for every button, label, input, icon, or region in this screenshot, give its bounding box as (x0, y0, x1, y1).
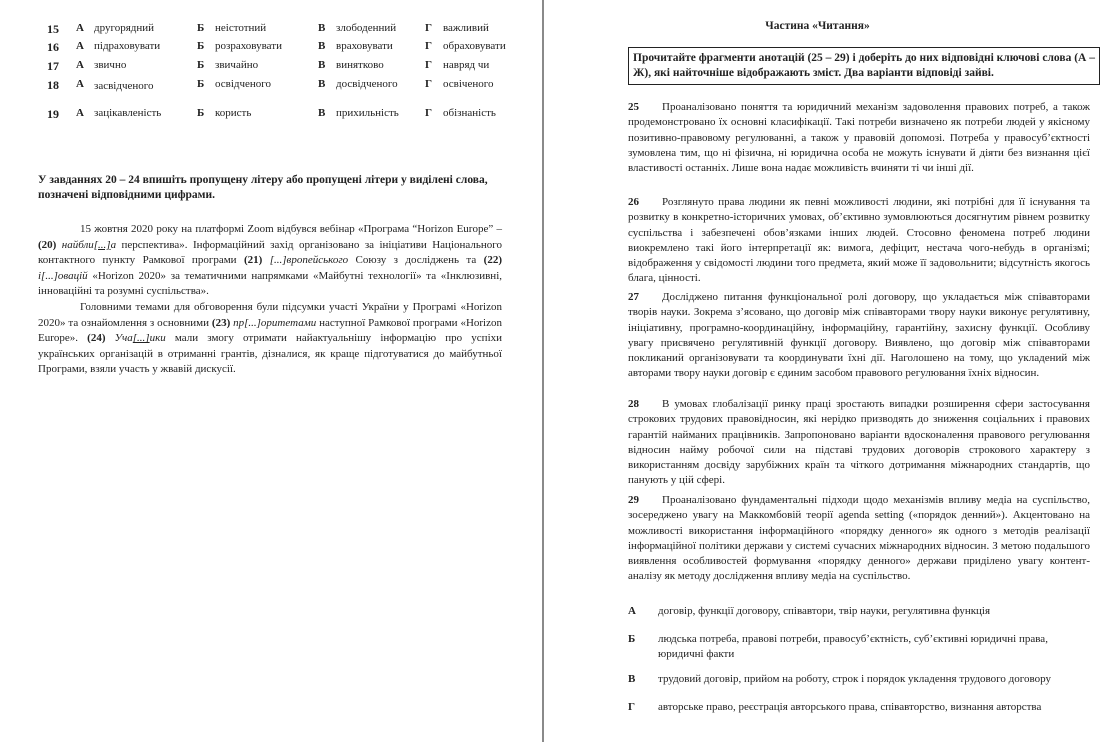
keyword-option-v: В трудовий договір, прийом на роботу, строк і порядок укладення трудового договору (628, 673, 1051, 685)
choice-b: Б неістотний (197, 22, 267, 34)
annotation-29: 29 Проаналізовано фундаментальні підходи щодо механізмів впливу медіа на суспільство, зосереджено увагу на Маккомбовій теорії agenda setting («порядок денний»). Акцентовано на можливості використання інформаційного «порядку денного» як одного з методів реалізації інформаційної політики держави у системі сучасних міжнародних відносин. З метою подальшого виявлення особливостей формування «порядку денного» держави приділено увагу контент-аналізу як методу дослідження впливу медіа на суспільство. (628, 494, 1090, 583)
choice-a: А підраховувати (76, 40, 161, 52)
question-number: 15 (47, 22, 59, 36)
choice-a: А звично (76, 59, 127, 71)
annotation-27: 27 Досліджено питання функціональної ролі договору, що укладається між співавторами творів науки. Зокрема з’ясовано, що договір між співавторами твору науки виконує регулятивну, ініціативну, програмно-координаційну, інформаційну, гарантійну, захисну функції. Особливу увагу присвячено регулятивній функції договору. Виявлено, що договір між співавторами покликаний організовувати та координувати їхні дії. Наголошено на тому, що укладений між авторами твору науки договір є єдиним засобом правового регулювання їхніх відносин. (628, 291, 1090, 380)
choice-h: Г обраховувати (425, 40, 506, 52)
annotation-28: 28 В умовах глобалізації ринку праці зростають випадки розширення сфери застосування строкових трудових правовідносин, які нерідко призводять до зниження соціальних і правових гарантій найманих працівників. Запропоновано варіанти вдосконалення правового регулювання відносин найму робочої сили на підставі трудових договорів строкового характеру з використанням досвіду зарубіжних країн та чіткого дотримання міжнародних стандартів, що панують у цій сфері. (628, 398, 1090, 487)
passage-paragraph-1: 15 жовтня 2020 року на платформі Zoom відбувся вебінар «Програма “Horizon Europe” – (20) найбли[...]а перспектива». Інформаційний захід організовано за ініціативи Національного контактного пункту Рамкової програми (21) [...]вропейського Союзу з досліджень та (22) і[...]овацій «Horizon 2020» за тематичними напрямками «Майбутні технології» та «Інклюзивні, інноваційні та розумні суспільства». (38, 223, 503, 298)
choice-a: А зацікавленість (76, 107, 162, 119)
gap-word-24: Уча[...]ики (114, 332, 166, 345)
part-title: Частина «Читання» (765, 20, 870, 32)
gap-number-20: (20) (38, 238, 57, 251)
gap-word-21: [...]вропейського (269, 254, 349, 267)
right-page (545, 0, 1110, 742)
annotation-number: 25 (628, 101, 639, 113)
choice-h: Г освіченого (425, 78, 494, 90)
gap-number-21: (21) (243, 254, 263, 267)
choice-a: А другорядний (76, 22, 155, 34)
choice-v: В враховувати (318, 40, 393, 52)
page-divider (542, 0, 544, 742)
gap-word-20: найбли[...]а (61, 238, 117, 251)
annotation-25: 25 Проаналізовано поняття та юридичний механізм задоволення правових потреб, а також продемонстровано їх основні класифікації. Такі потреби визначено як потреби людей у якісному позитивно-правовому регулюванні, а також у правовій допомозі. Потреба у правосуб’єктності зумовлена тим, що ні фізична, ні юридична особа не можуть існувати й діяти без визнання цієї властивості останніх. Лише вона надає можливість вчиняти ті чи інші дії. (628, 101, 1090, 175)
choice-h: Г обізнаність (425, 107, 496, 119)
choice-v: В досвідченого (318, 78, 398, 90)
gap-word-22: і[...]овацій (38, 269, 88, 282)
choice-b: Б розраховувати (197, 40, 282, 52)
question-number: 19 (47, 107, 59, 121)
keyword-option-b: Б людська потреба, правові потреби, правосуб’єктність, суб’єктивні юридичні права, юридичні факти (628, 633, 1048, 660)
annotation-number: 26 (628, 196, 639, 208)
choice-h: Г важливий (425, 22, 489, 34)
question-number: 17 (47, 59, 59, 73)
choice-b: Б освідченого (197, 78, 272, 90)
choice-a: А засвідченого (76, 78, 154, 92)
annotation-number: 29 (628, 494, 639, 506)
instruction-box: Прочитайте фрагменти анотацій (25 – 29) і доберіть до них відповідні ключові слова (А – Ж), які найточніше відображають зміст. Два варіанти відповіді зайві. (628, 47, 1100, 85)
keyword-option-a: А договір, функції договору, співавтори, твір науки, регулятивна функція (628, 605, 991, 617)
keyword-option-h: Г авторське право, реєстрація авторського права, співавторство, визнання авторства (628, 701, 1042, 713)
choice-h: Г навряд чи (425, 59, 490, 71)
gap-number-22: (22) (483, 254, 502, 267)
passage-paragraph-2: Головними темами для обговорення були підсумки участі України у Програмі «Horizon 2020» та ознайомлення з основними (23) пр[...]оритетами наступної Рамкової програми «Horizon Europe». (24) Уча[...]ики мали змогу отримати найактуальнішу інформацію про успіхи українських організацій в отриманні грантів, дізналися, як краще підготуватися до майбутньої Програми, взяли участь у жвавій дискусії. (38, 300, 503, 376)
annotation-26: 26 Розглянуто права людини як певні можливості людини, які потрібні для її існування та розвитку в конкретно-історичних умовах, об’єктивно зумовлюються досягнутим рівнем розвитку суспільства і забезпечені обов’язками інших людей. Стосовно феномена потреб людини виокремлено такі його інтерпретації як: вимога, дефіцит, нестача чого-небудь в організмі; відображення у свідомості людини того предмета, який може її задовольнити; відсутність якогось блага, цінності. (628, 196, 1090, 285)
annotation-number: 28 (628, 398, 639, 410)
annotation-number: 27 (628, 291, 639, 303)
choice-b: Б користь (197, 107, 252, 119)
left-page (0, 0, 543, 742)
question-number: 16 (47, 40, 59, 54)
gap-number-24: (24) (87, 332, 106, 345)
question-number: 18 (47, 78, 59, 92)
task-heading: У завданнях 20 – 24 впишіть пропущену літеру або пропущені літери у виділені слова, позначені відповідними цифрами. (38, 174, 488, 201)
passage (38, 222, 502, 378)
gap-word-23: пр[...]оритетами (233, 316, 317, 329)
gap-number-23: (23) (211, 316, 231, 329)
choice-v: В злободенний (318, 22, 397, 34)
choice-v: В прихильність (318, 107, 399, 119)
choice-v: В винятково (318, 59, 384, 71)
choice-b: Б звичайно (197, 59, 259, 71)
